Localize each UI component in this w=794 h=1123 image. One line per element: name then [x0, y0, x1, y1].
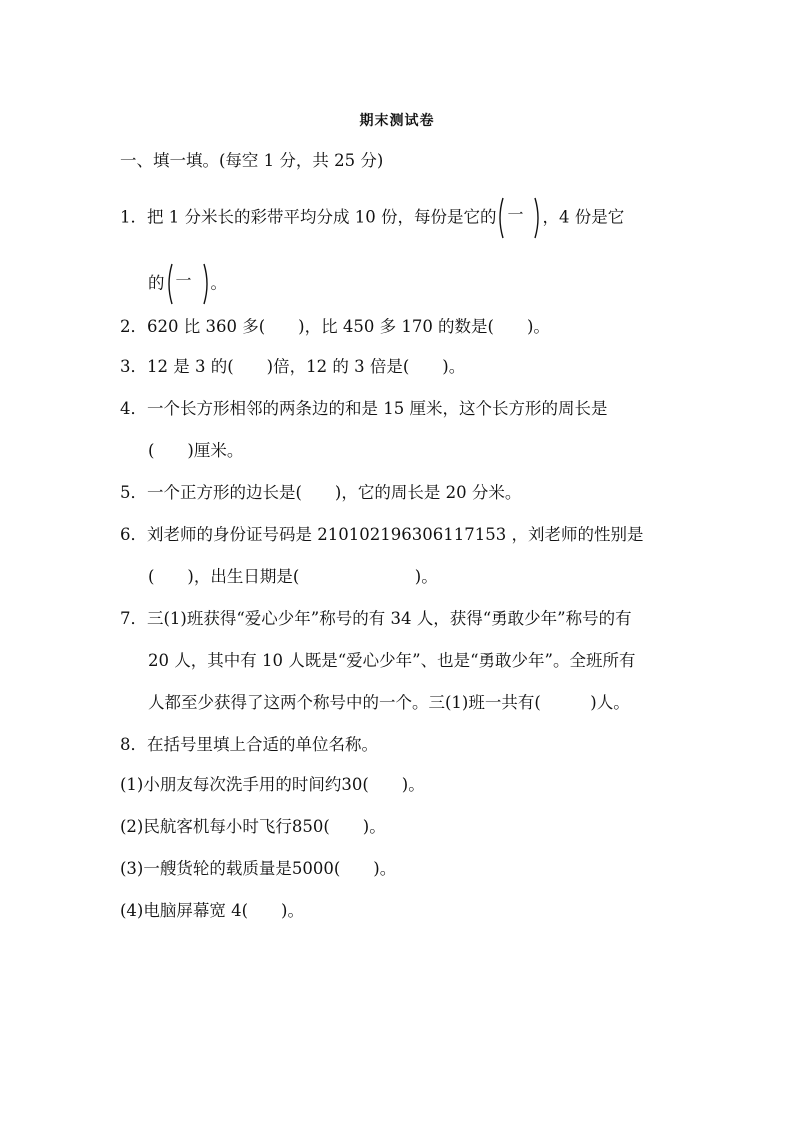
question-1-text-b: ，4 份是它 — [542, 207, 625, 227]
question-4-line-1: 4．一个长方形相邻的两条边的和是 15 厘米，这个长方形的周长是 — [120, 399, 608, 418]
section-heading: 一、填一填。(每空 1 分，共 25 分) — [120, 151, 384, 170]
question-4-line-2: ( )厘米。 — [148, 441, 244, 460]
fraction-line-2: 一 — [175, 271, 192, 290]
question-7-line-3: 人都至少获得了这两个称号中的一个。三(1)班一共有( )人。 — [148, 693, 630, 712]
page-title: 期末测试卷 — [359, 113, 435, 129]
question-2: 2．620 比 360 多( )，比 450 多 170 的数是( )。 — [120, 317, 550, 336]
question-7-line-1: 7．三(1)班获得“爱心少年”称号的有 34 人，获得“勇敢少年”称号的有 — [120, 609, 632, 628]
question-8-item-4: (4)电脑屏幕宽 4( )。 — [120, 901, 304, 920]
question-1-line-2 — [148, 262, 227, 306]
question-6-line-1: 6．刘老师的身份证号码是 210102196306117153 ，刘老师的性别是 — [120, 525, 644, 544]
fraction-blank-2[interactable] — [166, 262, 210, 306]
question-1-line-1 — [120, 196, 624, 240]
question-5: 5．一个正方形的边长是( )，它的周长是 20 分米。 — [120, 483, 522, 502]
question-8-item-2: (2)民航客机每小时飞行850( )。 — [120, 817, 386, 836]
question-8-item-1: (1)小朋友每次洗手用的时间约30( )。 — [120, 775, 425, 794]
question-8-item-3: (3)一艘货轮的载质量是5000( )。 — [120, 859, 397, 878]
question-6-line-2: ( )，出生日期是( )。 — [148, 567, 438, 586]
question-1-text-d: 。 — [210, 273, 227, 293]
question-7-line-2: 20 人，其中有 10 人既是“爱心少年”、也是“勇敢少年”。全班所有 — [148, 651, 636, 670]
fraction-line-1: 一 — [507, 205, 524, 224]
fraction-blank-1[interactable] — [497, 196, 541, 240]
question-3: 3．12 是 3 的( )倍，12 的 3 倍是( )。 — [120, 357, 466, 376]
question-8-title: 8．在括号里填上合适的单位名称。 — [120, 735, 378, 754]
question-1-text-a: 1．把 1 分米长的彩带平均分成 10 份，每份是它的 — [120, 207, 497, 227]
question-1-text-c: 的 — [148, 273, 165, 293]
